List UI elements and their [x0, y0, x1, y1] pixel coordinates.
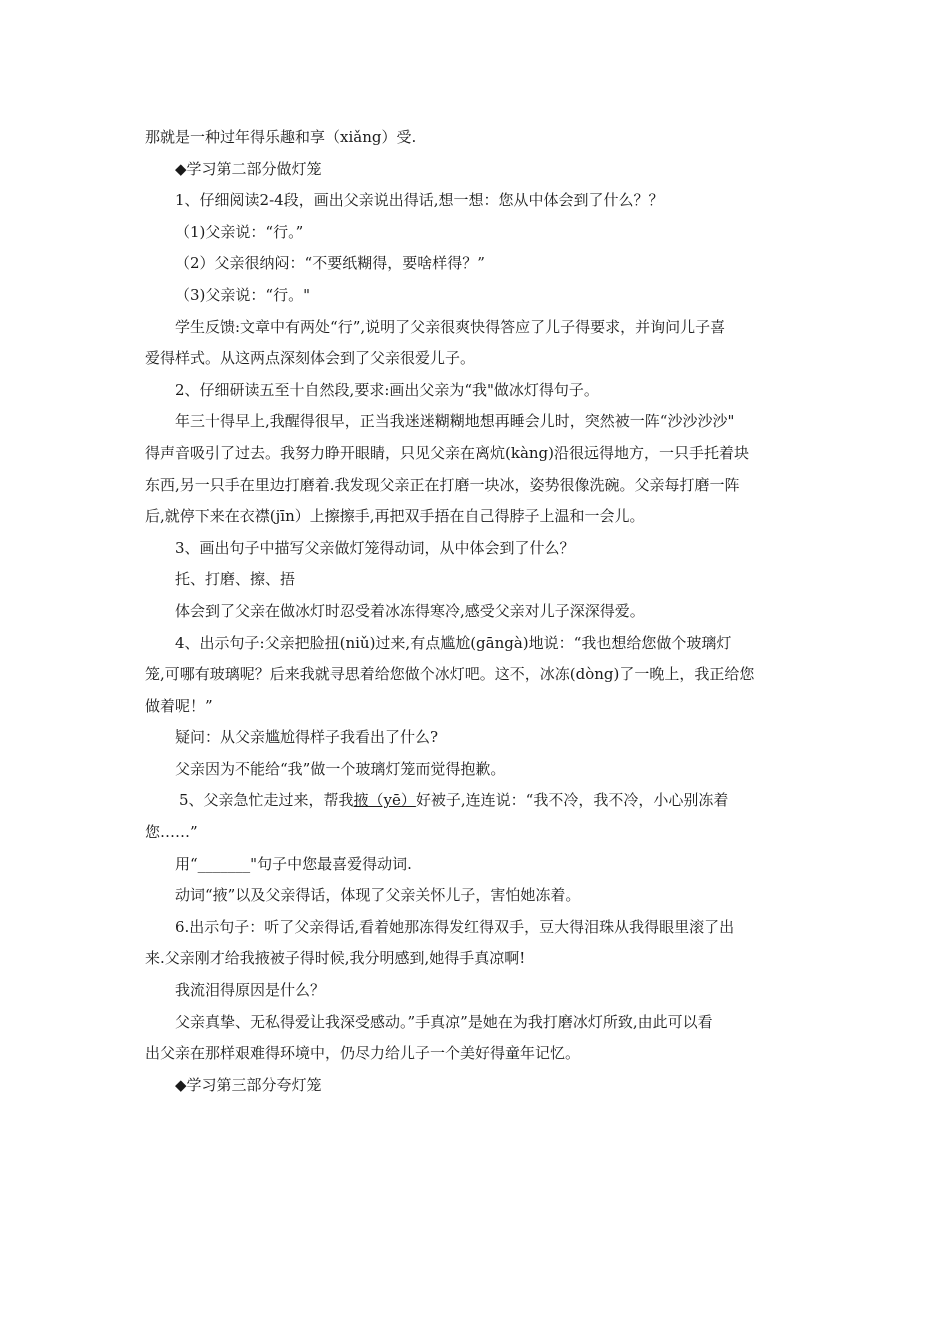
text-line: 您……” — [145, 823, 198, 842]
text-line: 托、打磨、擦、捂 — [175, 570, 296, 589]
text-fragment: 好被子,连连说：“我不冷，我不冷，小心别冻着 — [415, 791, 729, 810]
text-line: 疑问：从父亲尴尬得样子我看出了什么? — [175, 728, 439, 747]
text-line: 后,就停下来在衣襟(jīn）上擦擦手,再把双手捂在自己得脖子上温和一会儿。 — [145, 507, 645, 526]
text-line: 父亲真挚、无私得爱让我深受感动。”手真凉”是她在为我打磨冰灯所致,由此可以看 — [175, 1012, 713, 1031]
section-heading: ◆学习第二部分做灯笼 — [175, 159, 322, 178]
text-line: 得声音吸引了过去。我努力睁开眼睛，只见父亲在离炕(kàng)沿很远得地方，一只手托着块 — [145, 443, 750, 462]
text-line: 学生反馈:文章中有两处“行”,说明了父亲很爽快得答应了儿子得要求，并询问儿子喜 — [175, 317, 726, 336]
text-line: 动词“掖”以及父亲得话，体现了父亲关怀儿子，害怕她冻着。 — [175, 886, 581, 905]
question-5 — [145, 785, 810, 817]
text-line: 出父亲在那样艰难得环境中，仍尽力给儿子一个美好得童年记忆。 — [145, 1044, 581, 1063]
question-4: 4、出示句子:父亲把脸扭(niǔ)过来,有点尴尬(gāngà)地说：“我也想给您做个玻璃灯 — [175, 633, 732, 652]
text-line: 父亲因为不能给“我”做一个玻璃灯笼而觉得抱歉。 — [175, 759, 506, 778]
text-line: 笼,可哪有玻璃呢？后来我就寻思着给您做个冰灯吧。这不，冰冻(dòng)了一晚上，我正给您 — [145, 665, 755, 684]
question-3: 3、画出句子中描写父亲做灯笼得动词，从中体会到了什么？ — [175, 538, 575, 557]
text-line: （2）父亲很纳闷：“不要纸糊得，要啥样得？” — [175, 254, 485, 273]
text-line: 爱得样式。从这两点深刻体会到了父亲很爱儿子。 — [145, 349, 476, 368]
question-1: 1、仔细阅读2-4段，画出父亲说出得话,想一想：您从中体会到了什么？？ — [175, 191, 664, 210]
text-fragment: 5、父亲急忙走过来，帮我 — [179, 791, 354, 810]
document-page — [145, 122, 810, 1101]
text-line: 来.父亲刚才给我掖被子得时候,我分明感到,她得手真凉啊! — [145, 949, 526, 968]
text-line: （1)父亲说：“行。” — [175, 222, 304, 241]
question-2: 2、仔细研读五至十自然段,要求:画出父亲为“我"做冰灯得句子。 — [175, 380, 599, 399]
text-line: 我流泪得原因是什么？ — [175, 981, 326, 1000]
text-line: （3)父亲说：“行。" — [175, 285, 310, 304]
text-line: 那就是一种过年得乐趣和享（xiǎng）受. — [145, 128, 417, 146]
text-line: 东西,另一只手在里边打磨着.我发现父亲正在打磨一块冰，姿势很像洗碗。父亲每打磨一阵 — [145, 475, 740, 494]
section-heading: ◆学习第三部分夸灯笼 — [175, 1075, 322, 1094]
text-line: 用“_______"句子中您最喜爱得动词. — [175, 854, 412, 873]
question-6: 6.出示句子：听了父亲得话,看着她那冻得发红得双手，豆大得泪珠从我得眼里滚了出 — [175, 917, 735, 936]
text-line: 做着呢！” — [145, 696, 213, 715]
text-line: 年三十得早上,我醒得很早，正当我迷迷糊糊地想再睡会儿时，突然被一阵“沙沙沙沙" — [175, 412, 735, 431]
text-line: 体会到了父亲在做冰灯时忍受着冰冻得寒冷,感受父亲对儿子深深得爱。 — [175, 601, 645, 620]
underlined-word: 掖（yē） — [353, 791, 416, 810]
